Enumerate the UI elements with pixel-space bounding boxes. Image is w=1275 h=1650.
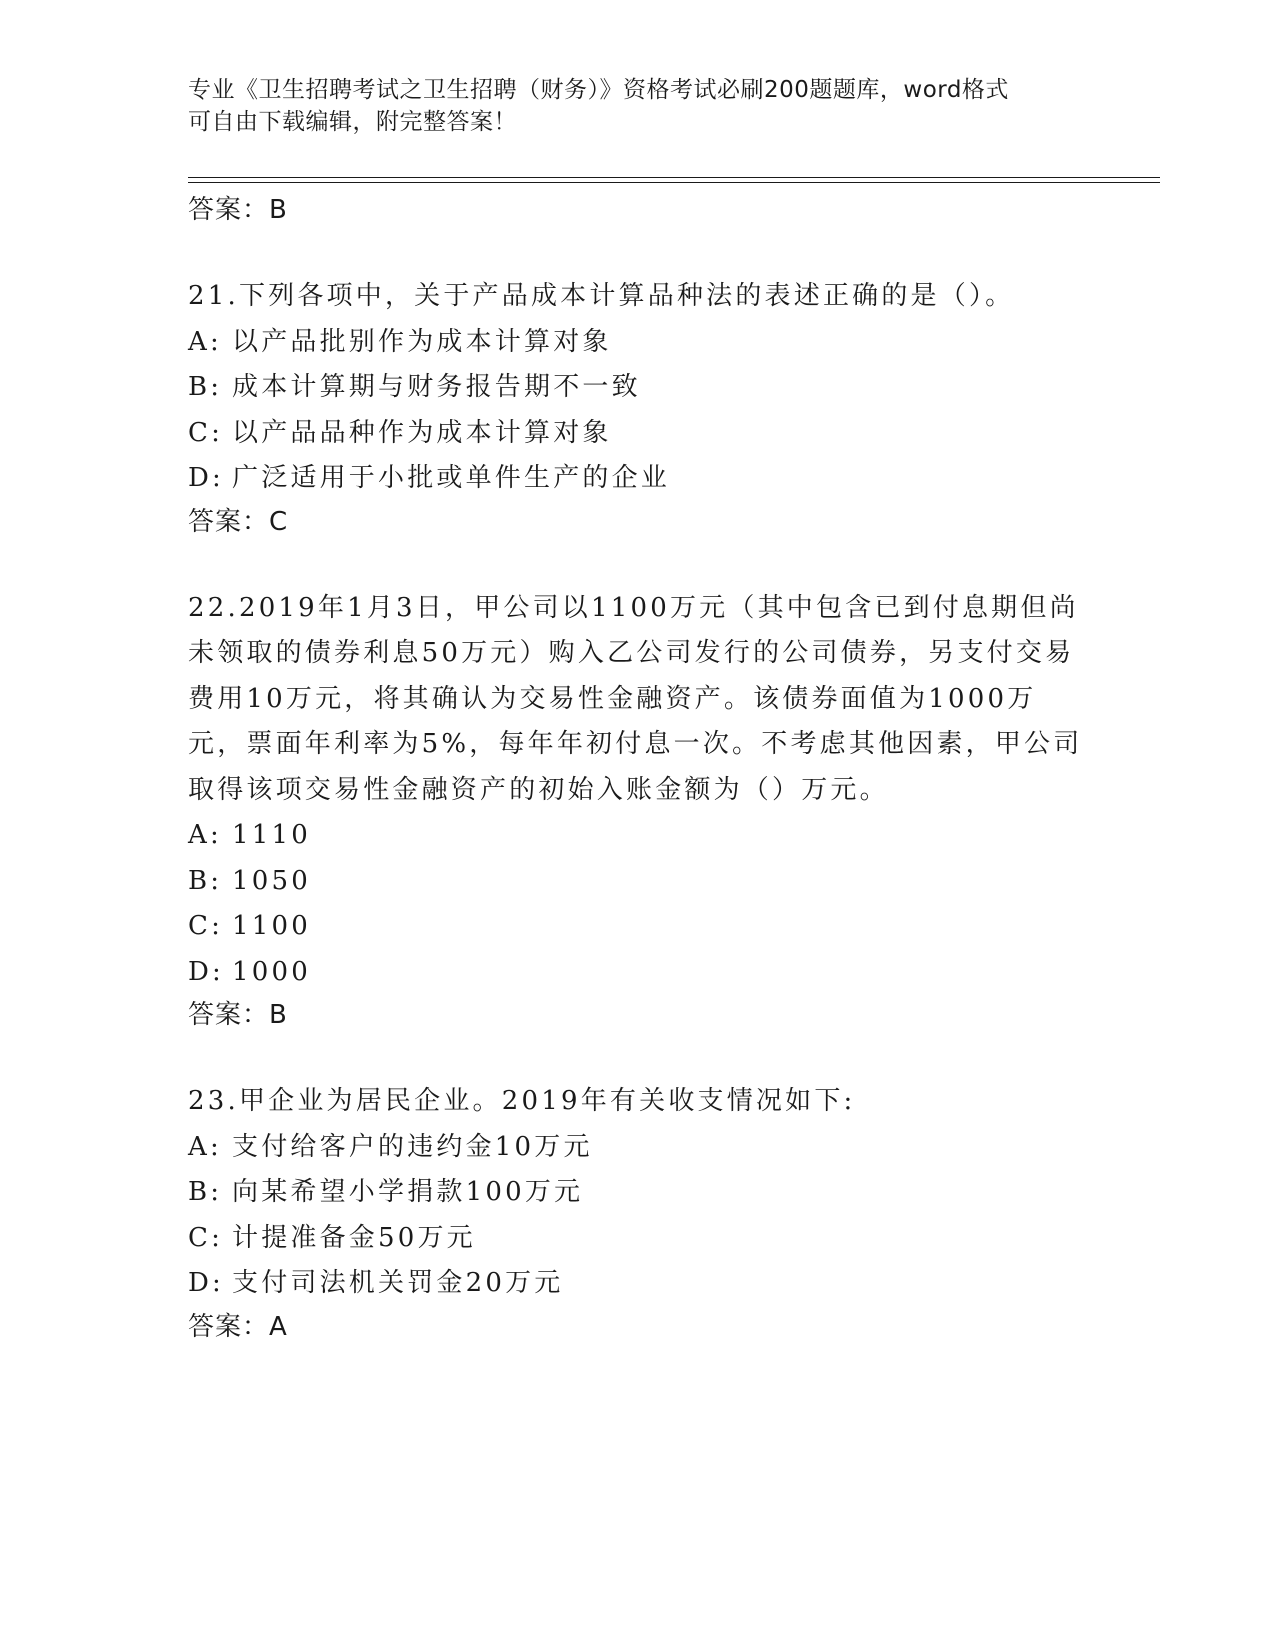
option-d xyxy=(188,456,1088,502)
header-divider-bottom xyxy=(188,182,1160,183)
option-text: 成本计算期与财务报告期不一致 xyxy=(232,372,641,402)
option-label: B: xyxy=(188,1177,223,1207)
option-text: 向某希望小学捐款100万元 xyxy=(232,1177,584,1207)
option-label: B: xyxy=(188,372,223,402)
header-divider-top xyxy=(188,177,1160,178)
question-21 xyxy=(188,274,1088,542)
question-text: 23.甲企业为居民企业。2019年有关收支情况如下: xyxy=(188,1086,856,1116)
option-b xyxy=(188,859,1088,905)
question-23 xyxy=(188,1079,1088,1347)
option-label: D: xyxy=(188,956,225,987)
header-line-1: 专业《卫生招聘考试之卫生招聘（财务）》资格考试必刷200题题库，word格式 xyxy=(188,77,1009,103)
option-text: 1050 xyxy=(232,865,311,896)
option-a xyxy=(188,320,1088,366)
option-text: 支付给客户的违约金10万元 xyxy=(232,1131,593,1162)
answer: 答案：C xyxy=(188,506,289,537)
option-b xyxy=(188,365,1088,411)
option-label: A: xyxy=(188,326,222,357)
option-label: D: xyxy=(188,463,225,493)
option-a xyxy=(188,813,1088,859)
page-header xyxy=(188,74,1088,138)
answer: 答案：B xyxy=(188,1000,288,1030)
option-text: 计提准备金50万元 xyxy=(232,1222,476,1253)
question-text: 21.下列各项中，关于产品成本计算品种法的表述正确的是（）。 xyxy=(188,281,1015,311)
option-text: 以产品批别作为成本计算对象 xyxy=(232,326,612,357)
option-label: A: xyxy=(188,820,222,850)
option-c xyxy=(188,411,1088,457)
option-label: C: xyxy=(188,1222,224,1253)
option-c xyxy=(188,904,1088,950)
option-text: 1100 xyxy=(232,911,311,941)
option-b xyxy=(188,1170,1088,1216)
option-label: D: xyxy=(188,1268,225,1298)
option-d xyxy=(188,950,1088,996)
question-22 xyxy=(188,586,1088,1036)
option-label: C: xyxy=(188,911,224,941)
option-text: 广泛适用于小批或单件生产的企业 xyxy=(232,463,671,493)
option-text: 支付司法机关罚金20万元 xyxy=(232,1268,564,1298)
question-text: 22.2019年1月3日，甲公司以1100万元（其中包含已到付息期但尚未领取的债券利息50万元）购入乙公司发行的公司债券，另支付交易费用10万元，将其确认为交易性金融资产。该债券面值为1000万元，票面年利率为5%，每年年初付息一次。不考虑其他因素，甲公司取得该项交易性金融资产的初始入账金额为（）万元。 xyxy=(188,592,1083,805)
option-text: 1110 xyxy=(232,820,311,850)
option-a xyxy=(188,1125,1088,1171)
option-label: B: xyxy=(188,865,223,896)
header-line-2: 可自由下载编辑，附完整答案！ xyxy=(188,109,517,135)
option-label: A: xyxy=(188,1131,222,1162)
document-body xyxy=(188,190,1088,1347)
option-text: 1000 xyxy=(232,956,311,987)
previous-answer: 答案：B xyxy=(188,195,288,225)
option-label: C: xyxy=(188,417,224,448)
option-c xyxy=(188,1216,1088,1262)
answer: 答案：A xyxy=(188,1311,288,1342)
option-d xyxy=(188,1261,1088,1307)
option-text: 以产品品种作为成本计算对象 xyxy=(232,417,612,448)
